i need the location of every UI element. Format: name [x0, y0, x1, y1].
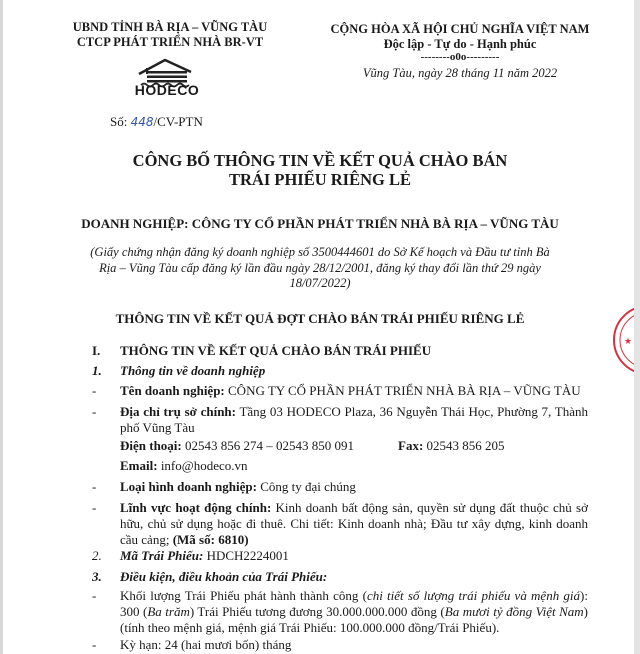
- item-1-heading: [92, 363, 266, 379]
- national-motto-line-2: Độc lập - Tự do - Hạnh phúc: [383, 37, 537, 51]
- title-line-1: CÔNG BỐ THÔNG TIN VỀ KẾT QUẢ CHÀO BÁN: [132, 151, 508, 170]
- fax-label: Fax:: [398, 438, 424, 453]
- address-label: Địa chỉ trụ sở chính:: [120, 404, 236, 419]
- item-2-mark: 2.: [92, 548, 102, 563]
- phone-label: Điện thoại:: [120, 438, 182, 453]
- item-3-title: Điều kiện, điều khoản của Trái Phiếu:: [120, 569, 328, 584]
- company-name-value: CÔNG TY CỔ PHẦN PHÁT TRIỂN NHÀ BÀ RỊA – VŨNG TÀU: [224, 383, 581, 398]
- header-separator: --------o0o---------: [420, 51, 500, 63]
- document-title: [60, 151, 580, 189]
- scan-right-edge: [634, 0, 640, 654]
- email-label: Email:: [120, 458, 158, 473]
- bullet: -: [92, 588, 97, 603]
- enterprise-type-row: [92, 479, 356, 495]
- reference-prefix: Số:: [110, 114, 131, 129]
- bond-code-value: HDCH2224001: [203, 548, 289, 563]
- volume-text: ): 300 (: [120, 588, 588, 619]
- enterprise-type-label: Loại hình doanh nghiệp:: [120, 479, 257, 494]
- address-row: [92, 404, 588, 436]
- bond-term-row: [92, 637, 292, 653]
- business-certificate-note: (Giấy chứng nhận đăng ký doanh nghiệp số 3500444601 do Sở Kế hoạch và Đầu tư tỉnh Bà Rịa – Vũng Tàu cấp đăng ký lần đầu ngày 28/12/2001, đăng ký thay đổi lần thứ 29 ngày 18/07/2022): [90, 245, 550, 290]
- volume-text: ) (tính theo mệnh giá, mệnh giá Trái Phiếu: 100.000.000 đồng/Trái Phiếu).: [120, 604, 588, 635]
- address-value: Tầng 03 HODECO Plaza, 36 Nguyễn Thái Học, Phường 7, Thành phố Vũng Tàu: [120, 404, 588, 435]
- section-1-title: THÔNG TIN VỀ KẾT QUẢ CHÀO BÁN TRÁI PHIẾU: [120, 343, 432, 358]
- email-value[interactable]: info@hodeco.vn: [157, 458, 248, 473]
- issuer-line-1: UBND TỈNH BÀ RỊA – VŨNG TÀU: [72, 20, 268, 34]
- reference-number: 448: [130, 115, 154, 129]
- volume-count-words: Ba trăm: [147, 604, 190, 619]
- bullet: -: [92, 479, 97, 494]
- fax-row: [398, 438, 505, 454]
- business-field-label: Lĩnh vực hoạt động chính:: [120, 500, 272, 515]
- bullet: -: [92, 404, 97, 419]
- issuer-header: [60, 20, 280, 50]
- bullet: -: [92, 383, 97, 398]
- enterprise-type-value: Công ty đại chúng: [256, 479, 356, 494]
- item-1-mark: 1.: [92, 363, 102, 378]
- bullet: -: [92, 637, 97, 652]
- company-line: DOANH NGHIỆP: CÔNG TY CỔ PHẦN PHÁT TRIỂN NHÀ BÀ RỊA – VŨNG TÀU: [81, 216, 559, 231]
- email-row: [120, 458, 248, 474]
- phone-value: 02543 856 274 – 02543 850 091: [181, 438, 354, 453]
- svg-text:★: ★: [624, 337, 633, 347]
- issuer-line-2: CTCP PHÁT TRIỂN NHÀ BR-VT: [76, 35, 264, 49]
- document-date: Vũng Tàu, ngày 28 tháng 11 năm 2022: [362, 66, 558, 80]
- item-3-heading: [92, 569, 328, 585]
- section-1-mark: I.: [92, 343, 101, 358]
- volume-text: Khối lượng Trái Phiếu phát hành thành công (: [120, 588, 367, 603]
- document-reference: [110, 114, 203, 130]
- fax-value: 02543 856 205: [423, 438, 505, 453]
- house-wave-logo-icon: [133, 54, 201, 106]
- national-header: [310, 22, 610, 81]
- volume-text-italic: chi tiết số lượng trái phiếu và mệnh giá: [366, 588, 581, 603]
- bond-code-row: [92, 548, 289, 564]
- business-field-row: [92, 500, 588, 548]
- title-line-2: TRÁI PHIẾU RIÊNG LẺ: [229, 170, 411, 189]
- company-name-row: [92, 383, 581, 399]
- bullet: -: [92, 500, 97, 515]
- volume-text: ) Trái Phiếu tương đương 30.000.000.000 đồng (: [189, 604, 445, 619]
- hodeco-logo-text: HODECO: [134, 82, 200, 98]
- bond-term: Kỳ hạn: 24 (hai mươi bốn) tháng: [120, 637, 292, 652]
- business-field-code: (Mã số: 6810): [172, 532, 249, 547]
- national-motto-line-1: CỘNG HÒA XÃ HỘI CHỦ NGHĨA VIỆT NAM: [330, 22, 590, 36]
- reference-suffix: /CV-PTN: [153, 114, 203, 129]
- section-1-heading: [92, 343, 432, 359]
- bond-code-label: Mã Trái Phiếu:: [120, 548, 204, 563]
- phone-row: [120, 438, 354, 454]
- bond-volume-row: [92, 588, 588, 636]
- company-name-label: Tên doanh nghiệp:: [120, 383, 225, 398]
- item-1-title: Thông tin về doanh nghiệp: [120, 363, 266, 378]
- business-field-value: Kinh doanh bất động sản, quyền sử dụng đất thuộc chủ sở hữu, chủ sử dụng hoặc đi thuê. Chi tiết: Kinh doanh nhà; Đầu tư xây dựng, kinh doanh cầu cảng;: [120, 500, 588, 547]
- volume-amount-words: Ba mươi tỷ đồng Việt Nam: [444, 604, 584, 619]
- section-subtitle: THÔNG TIN VỀ KẾT QUẢ ĐỢT CHÀO BÁN TRÁI PHIẾU RIÊNG LẺ: [115, 311, 525, 326]
- item-3-mark: 3.: [92, 569, 102, 584]
